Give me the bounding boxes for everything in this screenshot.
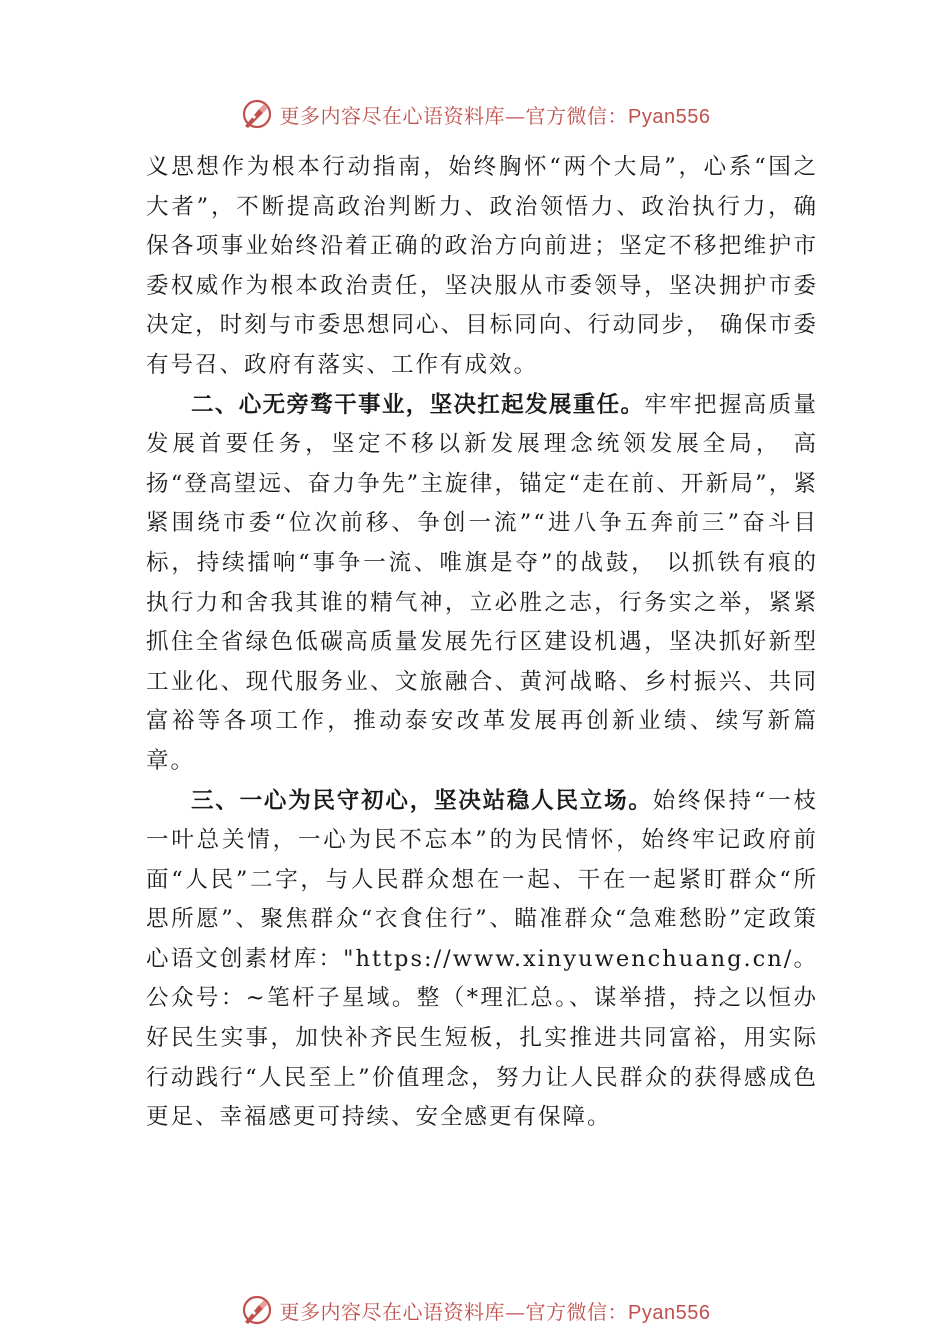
footer-watermark — [0, 1290, 950, 1330]
watermark-text: 更多内容尽在心语资料库—官方微信：Pyan556 — [279, 1299, 711, 1324]
pen-nib-circle-icon — [240, 97, 274, 131]
paragraph-section-three — [146, 782, 818, 1138]
section-heading: 二、心无旁骛干事业，坚决扛起发展重任。 — [191, 391, 645, 418]
section-heading: 三、一心为民守初心，坚决站稳人民立场。 — [191, 787, 653, 814]
paragraph-body: 始终保持“一枝一叶总关情，一心为民不忘本”的为民情怀，始终牢记政府前面“人民”二字，与人民群众想在一起、干在一起紧盯群众“所思所愿”、聚焦群众“衣食住行”、瞄准群众“急难愁盼”定政策心语文创素材库："https://www.xinyuwenchuang.cn/。公众号：~笔杆子星域。整（*理汇总。、谋举措，持之以恒办好民生实事，加快补齐民生短板，扎实推进共同富裕，用实际行动践行“人民至上”价值理念，努力让人民群众的获得感成色更足、幸福感更可持续、安全感更有保障。 — [146, 787, 818, 1131]
paragraph-section-two — [146, 386, 818, 782]
paragraph-body: 义思想作为根本行动指南，始终胸怀“两个大局”，心系“国之大者”，不断提高政治判断力、政治领悟力、政治执行力，确保各项事业始终沿着正确的政治方向前进；坚定不移把维护市委权威作为根本政治责任，坚决服从市委领导，坚决拥护市委决定，时刻与市委思想同心、目标同向、行动同步， 确保市委有号召、政府有落实、工作有成效。 — [146, 154, 818, 378]
document-body — [146, 148, 818, 1138]
paragraph-continued — [146, 148, 818, 386]
pen-nib-circle-icon — [240, 1293, 274, 1327]
header-watermark — [0, 94, 950, 134]
paragraph-body: 牢牢把握高质量发展首要任务，坚定不移以新发展理念统领发展全局， 高扬“登高望远、奋力争先”主旋律，锚定“走在前、开新局”，紧紧围绕市委“位次前移、争创一流”“进八争五奔前三”奋斗目标，持续擂响“事争一流、唯旗是夺”的战鼓， 以抓铁有痕的执行力和舍我其谁的精气神，立必胜之志，行务实之举，紧紧抓住全省绿色低碳高质量发展先行区建设机遇，坚决抓好新型工业化、现代服务业、文旅融合、黄河战略、乡村振兴、共同富裕等各项工作，推动泰安改革发展再创新业绩、续写新篇章。 — [146, 391, 818, 774]
watermark-text: 更多内容尽在心语资料库—官方微信：Pyan556 — [279, 103, 711, 128]
